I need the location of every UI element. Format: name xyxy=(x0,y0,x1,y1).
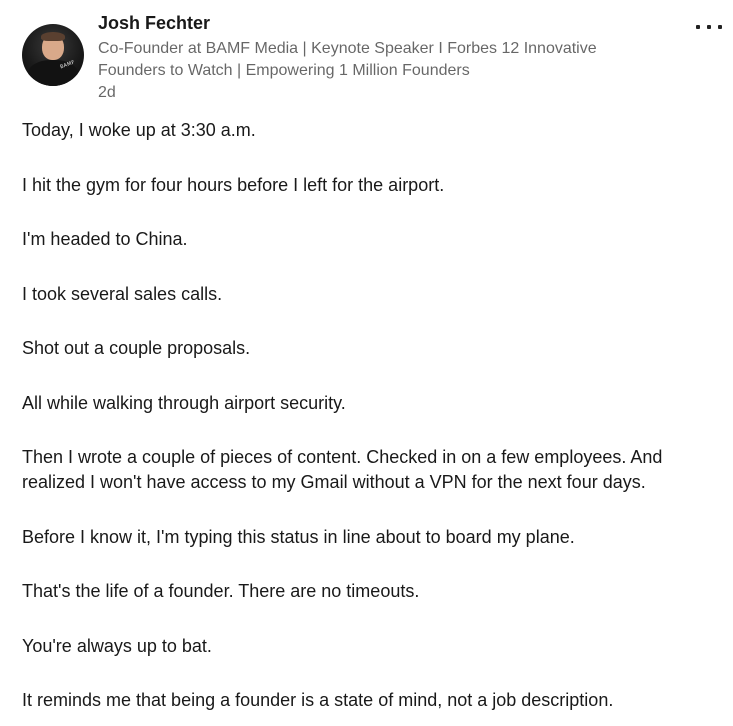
post-paragraph: I'm headed to China. xyxy=(22,229,188,249)
post-paragraph: I hit the gym for four hours before I left for the airport. xyxy=(22,174,445,195)
post-paragraph: Shot out a couple proposals. xyxy=(22,338,251,358)
more-options-icon-dot xyxy=(707,25,711,29)
more-options-icon-dot xyxy=(718,25,722,29)
author-name[interactable]: Josh Fechter xyxy=(98,13,211,33)
avatar-hair xyxy=(41,32,65,41)
post-paragraph: You're always up to bat. xyxy=(22,635,212,656)
post-paragraph: It reminds me that being a founder is a state of mind, not a job description. xyxy=(22,690,614,710)
avatar-shirt-text: BAMF xyxy=(59,59,76,71)
author-avatar[interactable] xyxy=(22,24,84,86)
post-header xyxy=(22,12,722,112)
post-paragraph: Then I wrote a couple of pieces of content. Checked in on a few employees. And realized I won't have access to my Gmail without a VPN for the next four days. xyxy=(22,447,663,492)
post-paragraph: Today, I woke up at 3:30 a.m. xyxy=(22,120,256,140)
post-body xyxy=(22,118,722,713)
post-paragraph: Before I know it, I'm typing this status in line about to board my plane. xyxy=(22,526,575,547)
post-paragraph: That's the life of a founder. There are no timeouts. xyxy=(22,581,420,601)
author-headline: Co-Founder at BAMF Media | Keynote Speaker I Forbes 12 Innovative Founders to Watch | Empowering 1 Million Founders xyxy=(98,40,597,79)
post-paragraph: All while walking through airport security. xyxy=(22,392,346,413)
more-options-button[interactable] xyxy=(696,20,722,34)
post-age: 2d xyxy=(98,84,116,101)
post-paragraph: I took several sales calls. xyxy=(22,283,223,304)
more-options-icon xyxy=(696,25,700,29)
